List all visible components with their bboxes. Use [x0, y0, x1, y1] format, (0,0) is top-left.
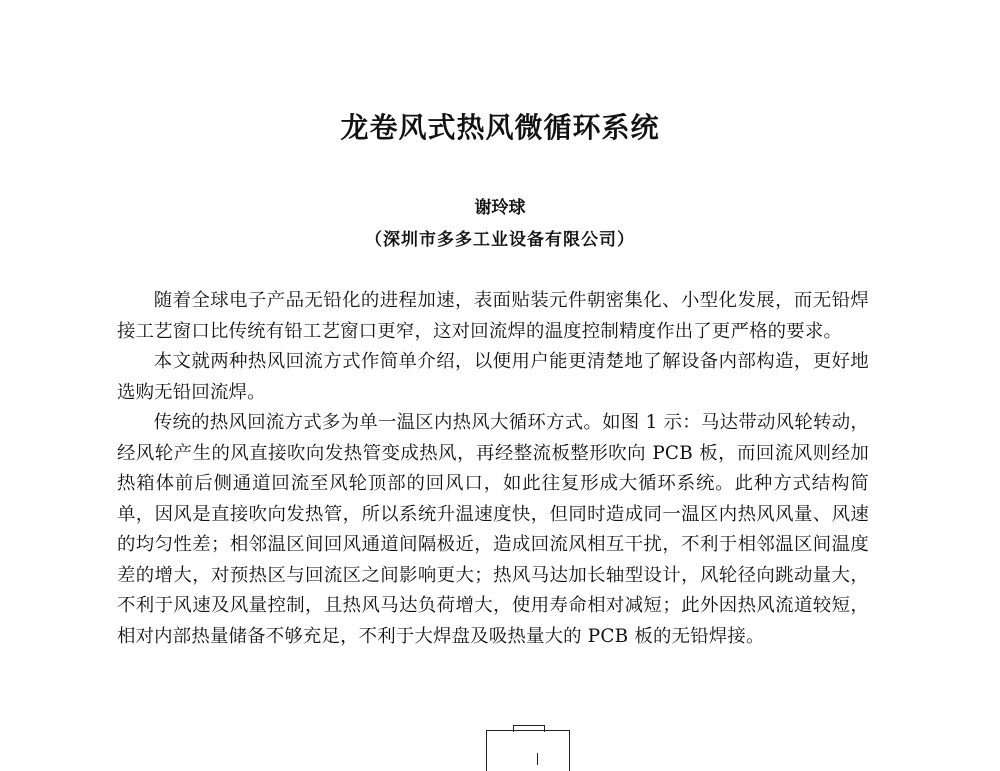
page-title: 龙卷风式热风微循环系统 — [340, 111, 660, 144]
body-text — [117, 286, 869, 652]
figure-motor-cap — [513, 725, 545, 732]
paragraph-intro: 随着全球电子产品无铅化的进程加速，表面贴装元件朝密集化、小型化发展，而无铅焊接工艺窗口比传统有铅工艺窗口更窄，这对回流焊的温度控制精度作出了更严格的要求。 — [117, 290, 869, 342]
figure-1-partial — [486, 730, 570, 771]
paragraph-purpose: 本文就两种热风回流方式作简单介绍，以便用户能更清楚地了解设备内部构造，更好地选购无铅回流焊。 — [117, 351, 869, 403]
author-affiliation: （深圳市多多工业设备有限公司） — [365, 230, 635, 250]
author-name: 谢玲球 — [474, 198, 526, 218]
figure-axis-line — [537, 753, 546, 765]
paragraph-traditional-method: 传统的热风回流方式多为单一温区内热风大循环方式。如图 1 示：马达带动风轮转动，经风轮产生的风直接吹向发热管变成热风，再经整流板整形吹向 PCB 板，而回流风则经加热箱体前后侧通道回流至风轮顶部的回风口，如此往复形成大循环系统。此种方式结构简单，因风是直接吹向发热管，所以系统升温速度快，但同时造成同一温区内热风风量、风速的均匀性差；相邻温区间回风通道间隔极近，造成回流风相互干扰，不利于相邻温区间温度差的增大，对预热区与回流区之间影响更大；热风马达加长轴型设计，风轮径向跳动量大，不利于风速及风量控制，且热风马达负荷增大，使用寿命相对减短；此外因热风流道较短，相对内部热量储备不够充足，不利于大焊盘及吸热量大的 PCB 板的无铅焊接。 — [117, 412, 869, 647]
